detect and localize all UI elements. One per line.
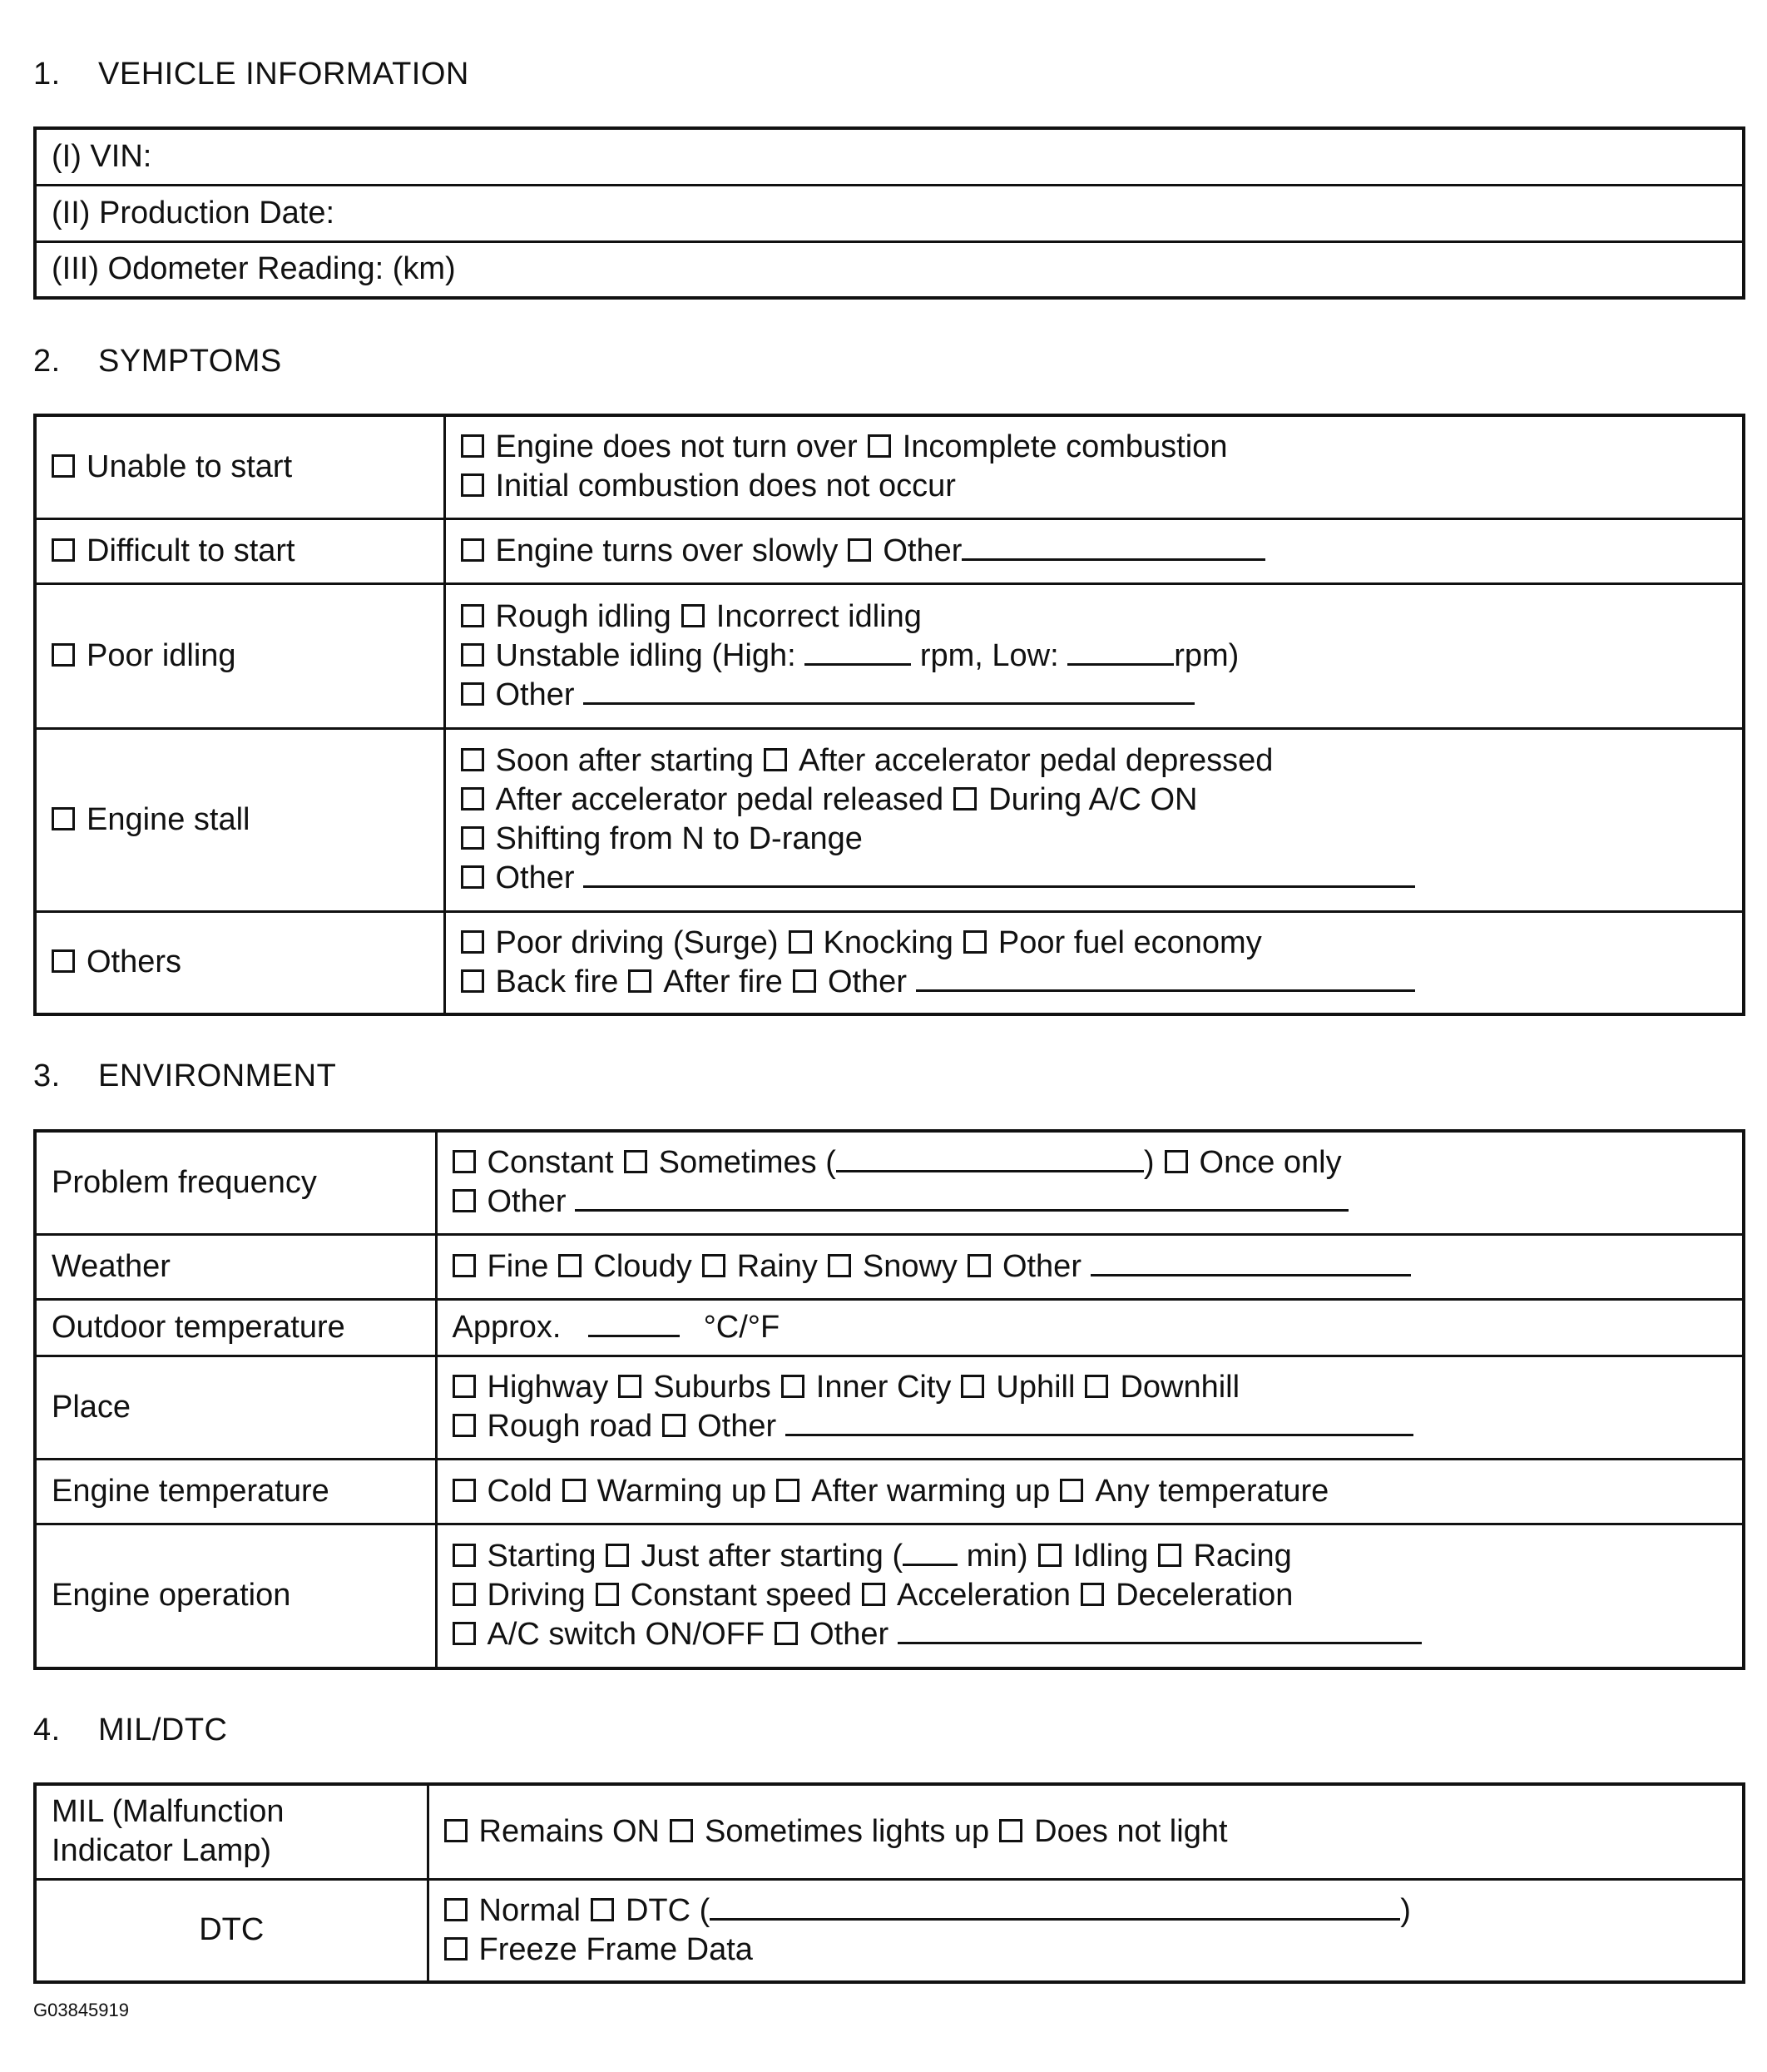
option-text: Remains ON bbox=[478, 1813, 660, 1849]
knocking-checkbox[interactable] bbox=[789, 930, 812, 954]
unstable-idling-checkbox[interactable] bbox=[461, 643, 484, 667]
difficult-other-blank[interactable] bbox=[962, 533, 1265, 561]
env-label: Engine temperature bbox=[35, 1459, 436, 1524]
ac-switch-checkbox[interactable] bbox=[453, 1622, 476, 1645]
figure-code: G03845919 bbox=[33, 2000, 129, 2020]
vehicle-information-table bbox=[33, 126, 1745, 300]
uphill-checkbox[interactable] bbox=[961, 1375, 984, 1398]
option-text: Knocking bbox=[823, 924, 953, 960]
env-options-cell bbox=[436, 1356, 1744, 1459]
driving-checkbox[interactable] bbox=[453, 1583, 476, 1606]
rough-idling-checkbox[interactable] bbox=[461, 604, 484, 627]
env-label: Weather bbox=[35, 1234, 436, 1299]
after-fire-checkbox[interactable] bbox=[628, 969, 651, 993]
option-text: Racing bbox=[1193, 1539, 1292, 1574]
difficult-other-checkbox[interactable] bbox=[848, 538, 871, 562]
option-text: Other bbox=[487, 1184, 567, 1220]
symptom-options-cell bbox=[444, 583, 1744, 728]
env-options-cell bbox=[436, 1299, 1744, 1356]
place-other-checkbox[interactable] bbox=[662, 1414, 686, 1437]
engine-stall-checkbox[interactable] bbox=[52, 807, 75, 830]
dtc-row bbox=[35, 1879, 1744, 1982]
snowy-checkbox[interactable] bbox=[828, 1254, 851, 1277]
weather-other-checkbox[interactable] bbox=[968, 1254, 991, 1277]
option-text: Deceleration bbox=[1116, 1578, 1294, 1613]
frequency-other-checkbox[interactable] bbox=[453, 1189, 476, 1212]
dtc-options-cell bbox=[428, 1879, 1744, 1982]
unable-to-start-checkbox[interactable] bbox=[52, 454, 75, 478]
constant-checkbox[interactable] bbox=[453, 1150, 476, 1173]
downhill-checkbox[interactable] bbox=[1085, 1375, 1108, 1398]
option-text: °C/°F bbox=[703, 1309, 780, 1345]
env-row-place bbox=[35, 1356, 1744, 1459]
option-text: Constant speed bbox=[630, 1578, 852, 1613]
normal-checkbox[interactable] bbox=[444, 1898, 468, 1921]
option-text: Cloudy bbox=[593, 1248, 692, 1284]
env-label: Engine operation bbox=[35, 1524, 436, 1668]
rough-road-checkbox[interactable] bbox=[453, 1414, 476, 1437]
back-fire-checkbox[interactable] bbox=[461, 969, 484, 993]
env-options-cell bbox=[436, 1524, 1744, 1668]
env-row-outdoor-temperature bbox=[35, 1299, 1744, 1356]
env-row-problem-frequency bbox=[35, 1131, 1744, 1234]
section-number: 2. bbox=[33, 344, 61, 379]
mil-label-line: Indicator Lamp) bbox=[52, 1833, 272, 1869]
option-text: Rough idling bbox=[495, 598, 671, 634]
sometimes-blank[interactable] bbox=[836, 1145, 1144, 1172]
option-text: Snowy bbox=[862, 1248, 958, 1284]
option-text: Idling bbox=[1072, 1539, 1149, 1574]
after-warming-up-checkbox[interactable] bbox=[776, 1479, 799, 1502]
others-other-blank[interactable] bbox=[916, 964, 1415, 992]
option-text: rpm) bbox=[1174, 637, 1240, 673]
option-text: Rainy bbox=[736, 1248, 818, 1284]
operation-other-blank[interactable] bbox=[898, 1617, 1422, 1644]
section-title-text: VEHICLE INFORMATION bbox=[98, 57, 469, 92]
option-text: Poor fuel economy bbox=[997, 924, 1262, 960]
pedal-released-checkbox[interactable] bbox=[461, 787, 484, 810]
racing-checkbox[interactable] bbox=[1158, 1544, 1181, 1567]
deceleration-checkbox[interactable] bbox=[1081, 1583, 1104, 1606]
option-text: Driving bbox=[487, 1578, 586, 1613]
others-other-checkbox[interactable] bbox=[793, 969, 816, 993]
option-text: Other bbox=[697, 1409, 777, 1444]
mil-label-cell bbox=[35, 1784, 428, 1879]
option-text: Cold bbox=[487, 1473, 552, 1509]
env-label: Place bbox=[35, 1356, 436, 1459]
acceleration-checkbox[interactable] bbox=[862, 1583, 885, 1606]
fine-checkbox[interactable] bbox=[453, 1254, 476, 1277]
option-text: Other bbox=[495, 860, 575, 895]
rainy-checkbox[interactable] bbox=[702, 1254, 725, 1277]
cold-checkbox[interactable] bbox=[453, 1479, 476, 1502]
symptom-row-engine-stall bbox=[35, 728, 1744, 911]
symptom-row-difficult-to-start bbox=[35, 518, 1744, 583]
option-text: Does not light bbox=[1034, 1813, 1228, 1849]
section-title-mil-dtc bbox=[33, 1713, 228, 1748]
mil-label-line: MIL (Malfunction bbox=[52, 1794, 285, 1830]
option-text: Once only bbox=[1199, 1145, 1342, 1181]
poor-fuel-economy-checkbox[interactable] bbox=[963, 930, 987, 954]
initial-combustion-checkbox[interactable] bbox=[461, 473, 484, 497]
env-label: Outdoor temperature bbox=[35, 1299, 436, 1356]
idling-other-checkbox[interactable] bbox=[461, 682, 484, 706]
frequency-other-blank[interactable] bbox=[575, 1184, 1349, 1212]
low-rpm-blank[interactable] bbox=[1067, 638, 1174, 666]
sometimes-checkbox[interactable] bbox=[624, 1150, 647, 1173]
during-ac-on-checkbox[interactable] bbox=[953, 787, 977, 810]
option-text: Engine turns over slowly bbox=[495, 533, 839, 568]
section-number: 4. bbox=[33, 1713, 61, 1747]
constant-speed-checkbox[interactable] bbox=[596, 1583, 619, 1606]
minutes-blank[interactable] bbox=[903, 1539, 958, 1566]
section-title-text: SYMPTOMS bbox=[98, 344, 282, 379]
option-text: Other bbox=[495, 677, 575, 712]
option-text: Acceleration bbox=[896, 1578, 1072, 1613]
dtc-label: DTC bbox=[35, 1879, 428, 1982]
env-row-engine-operation bbox=[35, 1524, 1744, 1668]
env-row-weather bbox=[35, 1234, 1744, 1299]
dtc-code-blank[interactable] bbox=[710, 1893, 1400, 1921]
option-text: Other bbox=[1002, 1248, 1081, 1284]
difficult-to-start-checkbox[interactable] bbox=[52, 538, 75, 562]
section-number: 1. bbox=[33, 57, 61, 92]
option-text: Other bbox=[809, 1617, 889, 1653]
symptom-label-cell bbox=[35, 518, 444, 583]
option-text: Inner City bbox=[815, 1370, 952, 1405]
idling-other-blank[interactable] bbox=[583, 677, 1195, 705]
sometimes-lights-up-checkbox[interactable] bbox=[670, 1819, 693, 1842]
mil-row bbox=[35, 1784, 1744, 1879]
option-text: Warming up bbox=[596, 1473, 767, 1509]
symptom-row-unable-to-start bbox=[35, 415, 1744, 518]
option-text: Freeze Frame Data bbox=[478, 1931, 753, 1967]
mil-options-cell bbox=[428, 1784, 1744, 1879]
option-text: min) bbox=[966, 1539, 1028, 1574]
symptom-label-cell bbox=[35, 911, 444, 1014]
option-text: Engine does not turn over bbox=[495, 429, 858, 465]
label-text: Others bbox=[87, 944, 182, 980]
shifting-n-to-d-checkbox[interactable] bbox=[461, 826, 484, 850]
option-text: Incomplete combustion bbox=[902, 429, 1228, 465]
option-text: Constant bbox=[487, 1145, 614, 1181]
option-text: During A/C ON bbox=[988, 782, 1198, 817]
symptom-options-cell bbox=[444, 518, 1744, 583]
section-title-text: ENVIRONMENT bbox=[98, 1058, 337, 1093]
operation-other-checkbox[interactable] bbox=[775, 1622, 798, 1645]
option-text: Shifting from N to D-range bbox=[495, 821, 863, 856]
section-title-vehicle-information bbox=[33, 57, 469, 92]
cloudy-checkbox[interactable] bbox=[558, 1254, 582, 1277]
label-text: Unable to start bbox=[87, 449, 293, 484]
stall-other-blank[interactable] bbox=[583, 860, 1415, 888]
symptom-row-poor-idling bbox=[35, 583, 1744, 728]
env-options-cell bbox=[436, 1234, 1744, 1299]
turns-over-slowly-checkbox[interactable] bbox=[461, 538, 484, 562]
soon-after-starting-checkbox[interactable] bbox=[461, 748, 484, 771]
incomplete-combustion-checkbox[interactable] bbox=[868, 434, 891, 458]
starting-checkbox[interactable] bbox=[453, 1544, 476, 1567]
env-row-engine-temperature bbox=[35, 1459, 1744, 1524]
freeze-frame-checkbox[interactable] bbox=[444, 1937, 468, 1960]
stall-other-checkbox[interactable] bbox=[461, 865, 484, 889]
symptom-label-cell bbox=[35, 583, 444, 728]
option-text: Rough road bbox=[487, 1409, 653, 1444]
env-options-cell bbox=[436, 1131, 1744, 1234]
engine-not-turn-over-checkbox[interactable] bbox=[461, 434, 484, 458]
section-title-environment bbox=[33, 1058, 336, 1094]
option-text: ) bbox=[1143, 1145, 1155, 1181]
option-text: Other bbox=[883, 533, 963, 568]
option-text: Highway bbox=[487, 1370, 609, 1405]
option-text: DTC ( bbox=[625, 1892, 710, 1928]
any-temperature-checkbox[interactable] bbox=[1060, 1479, 1083, 1502]
just-after-starting-checkbox[interactable] bbox=[606, 1544, 629, 1567]
option-text: ) bbox=[1400, 1892, 1411, 1928]
place-other-blank[interactable] bbox=[785, 1409, 1413, 1436]
option-text: Any temperature bbox=[1095, 1473, 1329, 1509]
symptom-label-cell bbox=[35, 415, 444, 518]
label-text: Difficult to start bbox=[87, 533, 295, 568]
warming-up-checkbox[interactable] bbox=[562, 1479, 586, 1502]
option-text: After accelerator pedal depressed bbox=[799, 743, 1274, 778]
inner-city-checkbox[interactable] bbox=[781, 1375, 804, 1398]
option-text: Suburbs bbox=[653, 1370, 771, 1405]
pedal-depressed-checkbox[interactable] bbox=[764, 748, 787, 771]
symptom-options-cell bbox=[444, 911, 1744, 1014]
does-not-light-checkbox[interactable] bbox=[999, 1819, 1022, 1842]
poor-idling-checkbox[interactable] bbox=[52, 643, 75, 667]
mil-dtc-table bbox=[33, 1782, 1745, 1984]
odometer-reading-field[interactable]: (III) Odometer Reading: (km) bbox=[35, 241, 1744, 298]
option-text: Incorrect idling bbox=[715, 598, 922, 634]
idling-checkbox[interactable] bbox=[1038, 1544, 1062, 1567]
option-text: After warming up bbox=[811, 1473, 1051, 1509]
suburbs-checkbox[interactable] bbox=[618, 1375, 641, 1398]
option-text: After accelerator pedal released bbox=[495, 782, 944, 817]
high-rpm-blank[interactable] bbox=[804, 638, 911, 666]
others-checkbox[interactable] bbox=[52, 949, 75, 973]
env-label: Problem frequency bbox=[35, 1131, 436, 1234]
option-text: Other bbox=[827, 964, 907, 999]
env-options-cell bbox=[436, 1459, 1744, 1524]
option-text: rpm, Low: bbox=[919, 637, 1059, 673]
outdoor-temp-blank[interactable] bbox=[588, 1310, 680, 1337]
section-title-text: MIL/DTC bbox=[98, 1713, 228, 1747]
option-text: Initial combustion does not occur bbox=[495, 468, 956, 504]
symptom-label-cell bbox=[35, 728, 444, 911]
option-text: Uphill bbox=[996, 1370, 1076, 1405]
option-text: Sometimes ( bbox=[658, 1145, 836, 1181]
option-text: Downhill bbox=[1120, 1370, 1240, 1405]
option-text: Poor driving (Surge) bbox=[495, 924, 779, 960]
incorrect-idling-checkbox[interactable] bbox=[681, 604, 705, 627]
label-text: Poor idling bbox=[87, 637, 236, 673]
production-date-field[interactable]: (II) Production Date: bbox=[35, 185, 1744, 241]
option-text: Back fire bbox=[495, 964, 619, 999]
highway-checkbox[interactable] bbox=[453, 1375, 476, 1398]
option-text: Just after starting ( bbox=[641, 1539, 903, 1574]
option-text: Soon after starting bbox=[495, 743, 755, 778]
option-text: Approx. bbox=[452, 1309, 562, 1345]
option-text: Fine bbox=[487, 1248, 549, 1284]
remains-on-checkbox[interactable] bbox=[444, 1819, 468, 1842]
option-text: A/C switch ON/OFF bbox=[487, 1617, 765, 1653]
symptom-options-cell bbox=[444, 415, 1744, 518]
option-text: Starting bbox=[487, 1539, 596, 1574]
symptom-row-others bbox=[35, 911, 1744, 1014]
label-text: Engine stall bbox=[87, 801, 250, 837]
vin-field[interactable]: (I) VIN: bbox=[35, 128, 1744, 185]
option-text: Normal bbox=[478, 1892, 581, 1928]
option-text: After fire bbox=[663, 964, 783, 999]
dtc-checkbox[interactable] bbox=[591, 1898, 614, 1921]
section-number: 3. bbox=[33, 1058, 61, 1093]
symptoms-table bbox=[33, 414, 1745, 1016]
once-only-checkbox[interactable] bbox=[1165, 1150, 1188, 1173]
environment-table bbox=[33, 1129, 1745, 1670]
option-text: Sometimes lights up bbox=[705, 1813, 990, 1849]
symptom-options-cell bbox=[444, 728, 1744, 911]
option-text: Unstable idling (High: bbox=[495, 637, 796, 673]
poor-driving-checkbox[interactable] bbox=[461, 930, 484, 954]
section-title-symptoms bbox=[33, 344, 282, 379]
weather-other-blank[interactable] bbox=[1091, 1249, 1411, 1276]
